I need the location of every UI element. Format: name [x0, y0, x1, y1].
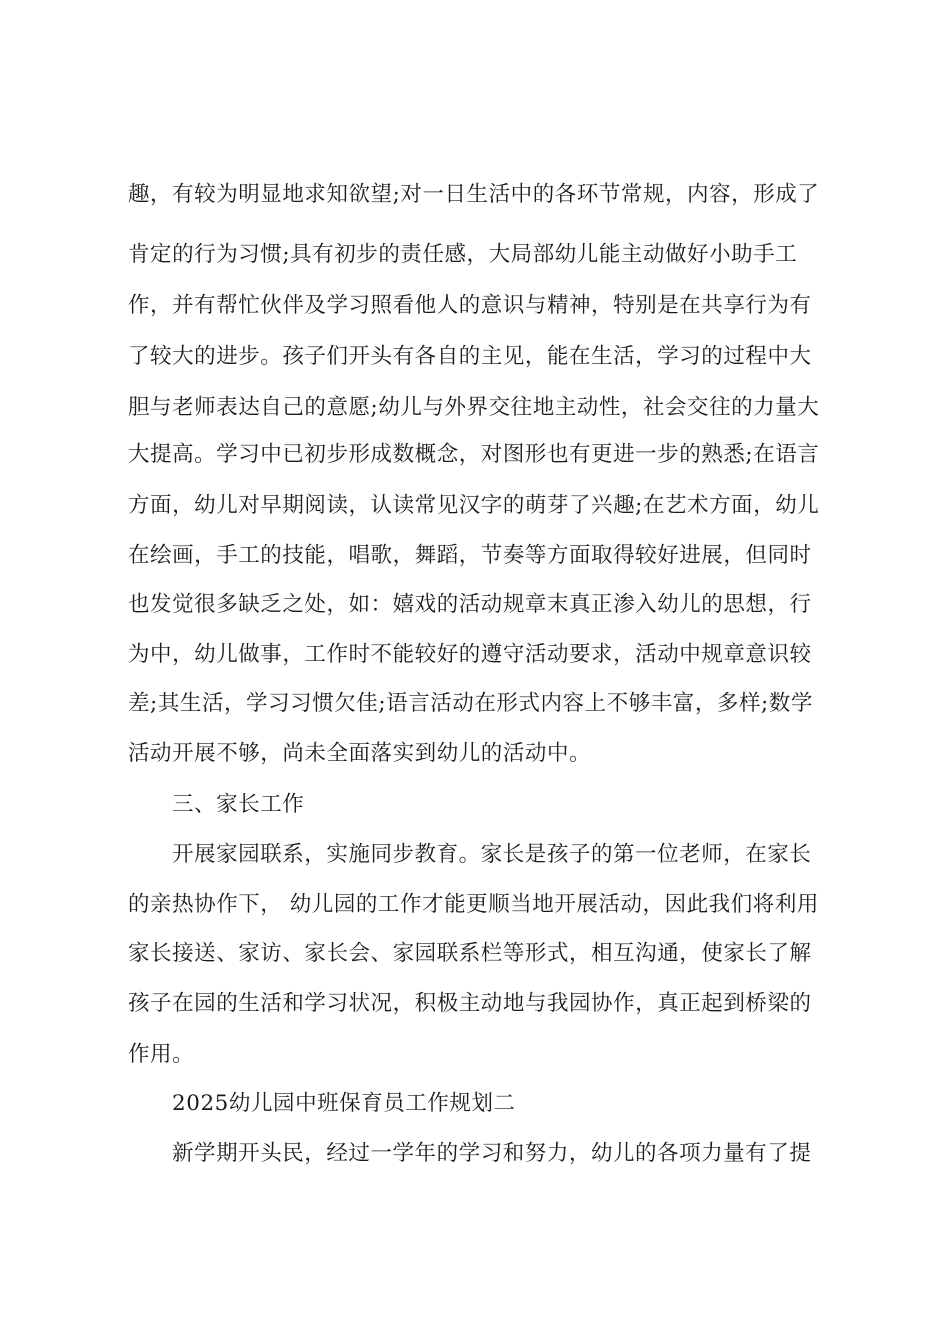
- body-text-line: 活动开展不够，尚未全面落实到幼儿的活动中。: [128, 741, 592, 766]
- body-text-line: 作，并有帮忙伙伴及学习照看他人的意识与精神，特别是在共享行为有: [128, 293, 812, 318]
- body-text-line: 在绘画，手工的技能，唱歌，舞蹈，节奏等方面取得较好进展，但同时: [128, 543, 812, 568]
- section-heading: 三、家长工作: [172, 792, 305, 817]
- body-text-line: 作用。: [128, 1042, 195, 1067]
- body-text-line: 的亲热协作下， 幼儿园的工作才能更顺当地开展活动，因此我们将利用: [128, 892, 819, 917]
- body-text-line: 差;其生活，学习习惯欠佳;语言活动在形式内容上不够丰富，多样;数学: [128, 691, 813, 716]
- body-text-line: 开展家园联系，实施同步教育。家长是孩子的第一位老师，在家长: [172, 842, 812, 867]
- body-text-line: 新学期开头民，经过一学年的学习和努力，幼儿的各项力量有了提: [172, 1141, 812, 1166]
- body-text-line: 也发觉很多缺乏之处，如：嬉戏的活动规章末真正渗入幼儿的思想，行: [128, 592, 812, 617]
- body-text-line: 家长接送、家访、家长会、家园联系栏等形式，相互沟通，使家长了解: [128, 941, 812, 966]
- document-subtitle: 2025幼儿园中班保育员工作规划二: [172, 1091, 516, 1116]
- body-text-line: 方面，幼儿对早期阅读，认读常见汉字的萌芽了兴趣;在艺术方面，幼儿: [128, 493, 820, 518]
- body-text-line: 了较大的进步。孩子们开头有各自的主见，能在生活，学习的过程中大: [128, 344, 812, 369]
- body-text-line: 大提高。学习中已初步形成数概念，对图形也有更进一步的熟悉;在语言: [128, 442, 820, 467]
- body-text-line: 胆与老师表达自己的意愿;幼儿与外界交往地主动性，社会交往的力量大: [128, 395, 820, 420]
- body-text-line: 趣，有较为明显地求知欲望;对一日生活中的各环节常规，内容，形成了: [128, 182, 820, 207]
- body-text-line: 肯定的行为习惯;具有初步的责任感，大局部幼儿能主动做好小助手工: [128, 242, 798, 267]
- body-text-line: 孩子在园的生活和学习状况，积极主动地与我园协作，真正起到桥梁的: [128, 991, 812, 1016]
- body-text-line: 为中，幼儿做事，工作时不能较好的遵守活动要求，活动中规章意识较: [128, 642, 812, 667]
